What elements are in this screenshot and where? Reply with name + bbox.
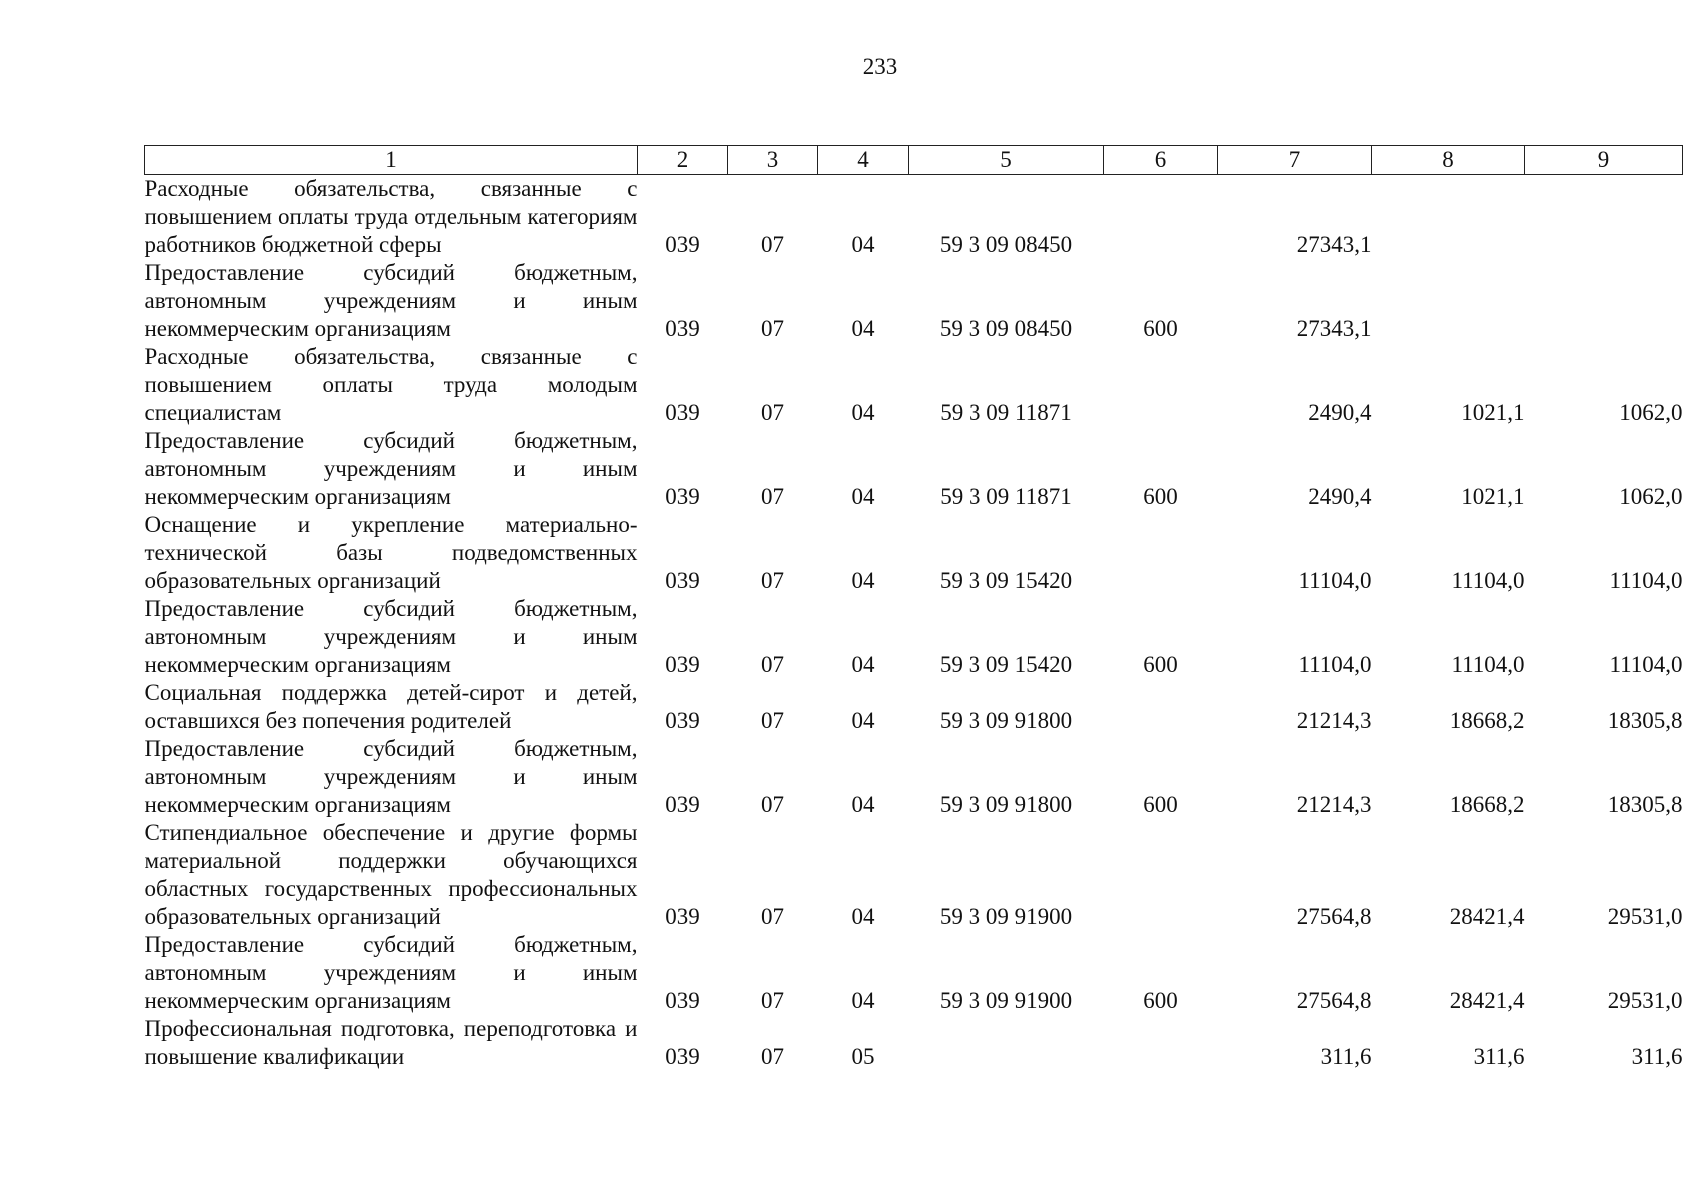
cell-amount-year2: 28421,4	[1449, 904, 1525, 929]
column-header: 2	[638, 146, 728, 175]
table-row	[145, 679, 1683, 735]
table-row	[145, 175, 1683, 260]
cell-section: 07	[761, 708, 784, 733]
column-header: 6	[1104, 146, 1218, 175]
cell-expense-type	[1104, 819, 1218, 931]
cell-amount-year1: 2490,4	[1308, 484, 1372, 509]
row-description: Стипендиальное обеспечение и другие формы материальной поддержки обучающихся областных государственных профессиональных образовательных организаций	[144, 820, 638, 929]
table-row	[145, 427, 1683, 511]
row-description: Расходные обязательства, связанные с повышением оплаты труда молодым специалистам	[144, 344, 638, 425]
cell-section: 07	[761, 400, 784, 425]
cell-amount-year3: 18305,8	[1607, 708, 1683, 733]
column-header: 1	[145, 146, 638, 175]
row-description: Предоставление субсидий бюджетным, автономным учреждениям и иным некоммерческим организациям	[144, 736, 638, 817]
cell-grbs: 039	[665, 400, 700, 425]
cell-amount-year1: 11104,0	[1298, 652, 1372, 677]
column-header: 4	[818, 146, 909, 175]
page-number: 233	[862, 54, 898, 79]
cell-amount-year3: 311,6	[1631, 1044, 1683, 1069]
cell-section: 07	[761, 316, 784, 341]
cell-expense-type	[1104, 679, 1218, 735]
column-header: 3	[728, 146, 818, 175]
row-description: Предоставление субсидий бюджетным, автономным учреждениям и иным некоммерческим организациям	[144, 932, 638, 1013]
row-description: Социальная поддержка детей-сирот и детей, оставшихся без попечения родителей	[144, 680, 638, 733]
cell-amount-year3: 29531,0	[1607, 988, 1683, 1013]
row-description: Профессиональная подготовка, переподготовка и повышение квалификации	[144, 1016, 638, 1069]
cell-amount-year2	[1372, 259, 1525, 343]
cell-expense-type	[1104, 511, 1218, 595]
cell-amount-year2: 28421,4	[1449, 988, 1525, 1013]
cell-amount-year2: 1021,1	[1461, 400, 1525, 425]
cell-target-article: 59 3 09 91800	[939, 708, 1073, 733]
cell-target-article: 59 3 09 08450	[939, 316, 1073, 341]
cell-target-article: 59 3 09 08450	[939, 232, 1073, 257]
cell-amount-year2: 18668,2	[1449, 708, 1525, 733]
cell-amount-year1: 11104,0	[1298, 568, 1372, 593]
cell-amount-year1: 2490,4	[1308, 400, 1372, 425]
cell-section: 07	[761, 792, 784, 817]
table-row	[145, 595, 1683, 679]
cell-target-article: 59 3 09 91900	[939, 988, 1073, 1013]
cell-amount-year2	[1372, 175, 1525, 260]
cell-subsection: 04	[851, 988, 875, 1013]
cell-amount-year3: 11104,0	[1609, 652, 1683, 677]
cell-grbs: 039	[665, 988, 700, 1013]
cell-subsection: 04	[851, 400, 875, 425]
row-description: Оснащение и укрепление материально-технической базы подведомственных образовательных организаций	[144, 512, 638, 593]
cell-amount-year1: 21214,3	[1296, 708, 1372, 733]
column-number-row	[145, 146, 1683, 175]
cell-grbs: 039	[665, 792, 700, 817]
cell-section: 07	[761, 1044, 784, 1069]
cell-subsection: 05	[851, 1044, 875, 1069]
cell-grbs: 039	[665, 904, 700, 929]
cell-amount-year2: 1021,1	[1461, 484, 1525, 509]
cell-amount-year1: 27343,1	[1296, 316, 1372, 341]
table-body	[145, 175, 1683, 1072]
cell-target-article: 59 3 09 91900	[939, 904, 1073, 929]
cell-subsection: 04	[851, 316, 875, 341]
cell-expense-type: 600	[1143, 316, 1178, 341]
cell-section: 07	[761, 652, 784, 677]
cell-amount-year3	[1525, 259, 1683, 343]
table-row	[145, 1015, 1683, 1071]
cell-target-article	[909, 1015, 1104, 1071]
cell-amount-year3: 18305,8	[1607, 792, 1683, 817]
row-description: Предоставление субсидий бюджетным, автономным учреждениям и иным некоммерческим организациям	[144, 428, 638, 509]
cell-subsection: 04	[851, 568, 875, 593]
cell-expense-type: 600	[1143, 484, 1178, 509]
cell-amount-year2: 311,6	[1473, 1044, 1525, 1069]
table-row	[145, 511, 1683, 595]
cell-grbs: 039	[665, 568, 700, 593]
cell-amount-year2: 11104,0	[1451, 652, 1525, 677]
cell-target-article: 59 3 09 91800	[939, 792, 1073, 817]
cell-grbs: 039	[665, 1044, 700, 1069]
table-row	[145, 343, 1683, 427]
row-description: Расходные обязательства, связанные с повышением оплаты труда отдельным категориям работников бюджетной сферы	[144, 176, 638, 257]
cell-target-article: 59 3 09 15420	[939, 568, 1073, 593]
cell-subsection: 04	[851, 652, 875, 677]
cell-grbs: 039	[665, 232, 700, 257]
cell-grbs: 039	[665, 652, 700, 677]
table-row	[145, 735, 1683, 819]
cell-subsection: 04	[851, 484, 875, 509]
row-description: Предоставление субсидий бюджетным, автономным учреждениям и иным некоммерческим организациям	[144, 260, 638, 341]
cell-section: 07	[761, 232, 784, 257]
cell-amount-year1: 27343,1	[1296, 232, 1372, 257]
cell-target-article: 59 3 09 15420	[939, 652, 1073, 677]
table-row	[145, 931, 1683, 1015]
cell-amount-year1: 311,6	[1320, 1044, 1372, 1069]
column-header: 7	[1218, 146, 1372, 175]
table-row	[145, 259, 1683, 343]
cell-expense-type: 600	[1143, 792, 1178, 817]
cell-grbs: 039	[665, 708, 700, 733]
cell-section: 07	[761, 988, 784, 1013]
cell-grbs: 039	[665, 484, 700, 509]
cell-expense-type	[1104, 1015, 1218, 1071]
cell-subsection: 04	[851, 904, 875, 929]
cell-target-article: 59 3 09 11871	[940, 400, 1072, 425]
cell-amount-year2: 18668,2	[1449, 792, 1525, 817]
cell-amount-year3: 1062,0	[1619, 400, 1683, 425]
cell-amount-year3: 29531,0	[1607, 904, 1683, 929]
cell-amount-year1: 27564,8	[1296, 904, 1372, 929]
column-header: 8	[1372, 146, 1525, 175]
cell-grbs: 039	[665, 316, 700, 341]
column-header: 5	[909, 146, 1104, 175]
cell-subsection: 04	[851, 232, 875, 257]
cell-section: 07	[761, 568, 784, 593]
cell-target-article: 59 3 09 11871	[940, 484, 1072, 509]
cell-subsection: 04	[851, 792, 875, 817]
cell-amount-year3	[1525, 175, 1683, 260]
cell-amount-year2: 11104,0	[1451, 568, 1525, 593]
table-row	[145, 819, 1683, 931]
row-description: Предоставление субсидий бюджетным, автономным учреждениям и иным некоммерческим организациям	[144, 596, 638, 677]
column-header: 9	[1525, 146, 1683, 175]
cell-amount-year3: 11104,0	[1609, 568, 1683, 593]
cell-expense-type	[1104, 175, 1218, 260]
budget-table	[144, 145, 1683, 1071]
cell-section: 07	[761, 904, 784, 929]
cell-expense-type: 600	[1143, 652, 1178, 677]
cell-amount-year3: 1062,0	[1619, 484, 1683, 509]
cell-amount-year1: 21214,3	[1296, 792, 1372, 817]
cell-section: 07	[761, 484, 784, 509]
cell-expense-type	[1104, 343, 1218, 427]
cell-subsection: 04	[851, 708, 875, 733]
cell-amount-year1: 27564,8	[1296, 988, 1372, 1013]
cell-expense-type: 600	[1143, 988, 1178, 1013]
